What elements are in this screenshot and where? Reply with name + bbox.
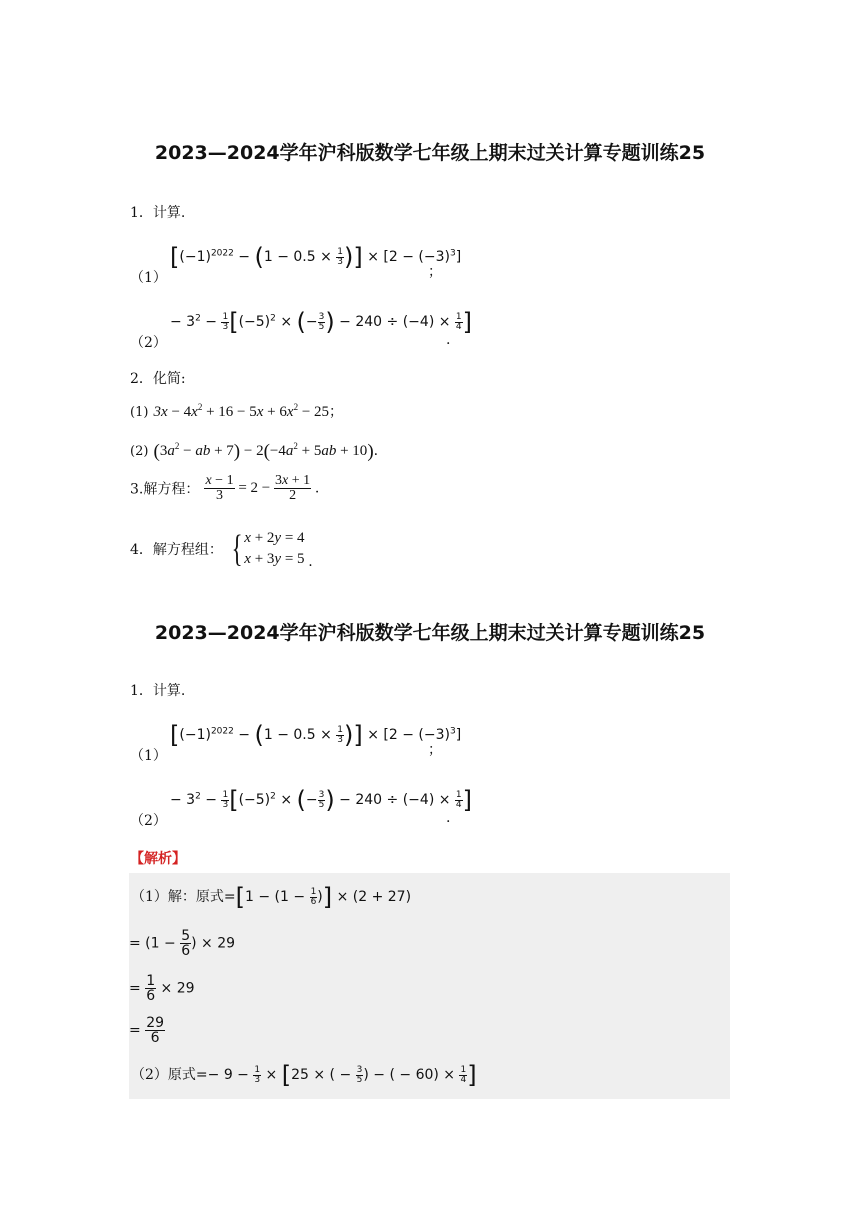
math-expression: [$(-1)^{2022} - (1 - 0.5$ × $\frac{1}{3}$ )] × $[2 - (-3)^3]$ — [170, 243, 462, 271]
question-2-heading: 2．化简: — [130, 371, 186, 387]
question-2-part-2: (2) ($3a^2$ − ab + $7) - 2(-4a^2 + 5ab + 10)$. — [130, 441, 379, 463]
math-expression: [$(-1)^{2022} - (1 - 0.5$ × $\frac{1}{3}$ )] × $[2 - (-3)^3]$ — [170, 721, 462, 749]
analysis-line-3: = $\frac{1}{6}$ × 29 — [129, 973, 195, 1004]
analysis-label: 【解析】 — [130, 851, 186, 867]
analysis-line-2: = (1 − $\frac{5}{6}$ ) × 29 — [129, 928, 236, 959]
question-3: 3.解方程： $\frac{x - 1}{3}$ = 2 − $\frac{3x + 1}{2}$ . — [130, 473, 320, 503]
page-title-repeat: 2023—2024学年沪科版数学七年级上期末过关计算专题训练25 — [154, 622, 706, 644]
part-label: （2） — [130, 335, 167, 351]
question-1-heading-repeat: 1．计算. — [130, 683, 186, 699]
question-1-heading: 1．计算. — [130, 205, 186, 221]
math-expression: − $3^2$ − $\frac{1}{3}$ [$(-5)^2$ × (− $\frac{3}{5}$ ) − 240 ÷ (−4) × $\frac{1}{4}$ ] — [170, 308, 473, 336]
analysis-box — [129, 873, 730, 1099]
page-title: 2023—2024学年沪科版数学七年级上期末过关计算专题训练25 — [154, 142, 706, 164]
question-2-part-1: (1) $3x - 4x^2 + 16 - 5x + 6x^2 - 25$； — [130, 402, 344, 420]
analysis-line-1: （1）解：原式=[1 − (1 − $\frac{1}{6}$ )] × (2 + 27) — [131, 883, 412, 911]
question-4: 4．解方程组： { x + 2y = 4 x + 3y = 5 . — [130, 528, 313, 570]
math-expression: − $3^2$ − $\frac{1}{3}$ [$(-5)^2$ × (− $\frac{3}{5}$ ) − 240 ÷ (−4) × $\frac{1}{4}$ ] — [170, 786, 473, 814]
part-label: （1） — [130, 748, 167, 764]
analysis-line-4: = $\frac{29}{6}$ — [129, 1015, 165, 1046]
analysis-line-5: （2）原式=− 9 − $\frac{1}{3}$ × [25 × ( − $\frac{3}{5}$ ) − ( − 60) × $\frac{1}{4}$ ] — [131, 1061, 477, 1089]
part-label: （2） — [130, 813, 167, 829]
part-label: （1） — [130, 270, 167, 286]
